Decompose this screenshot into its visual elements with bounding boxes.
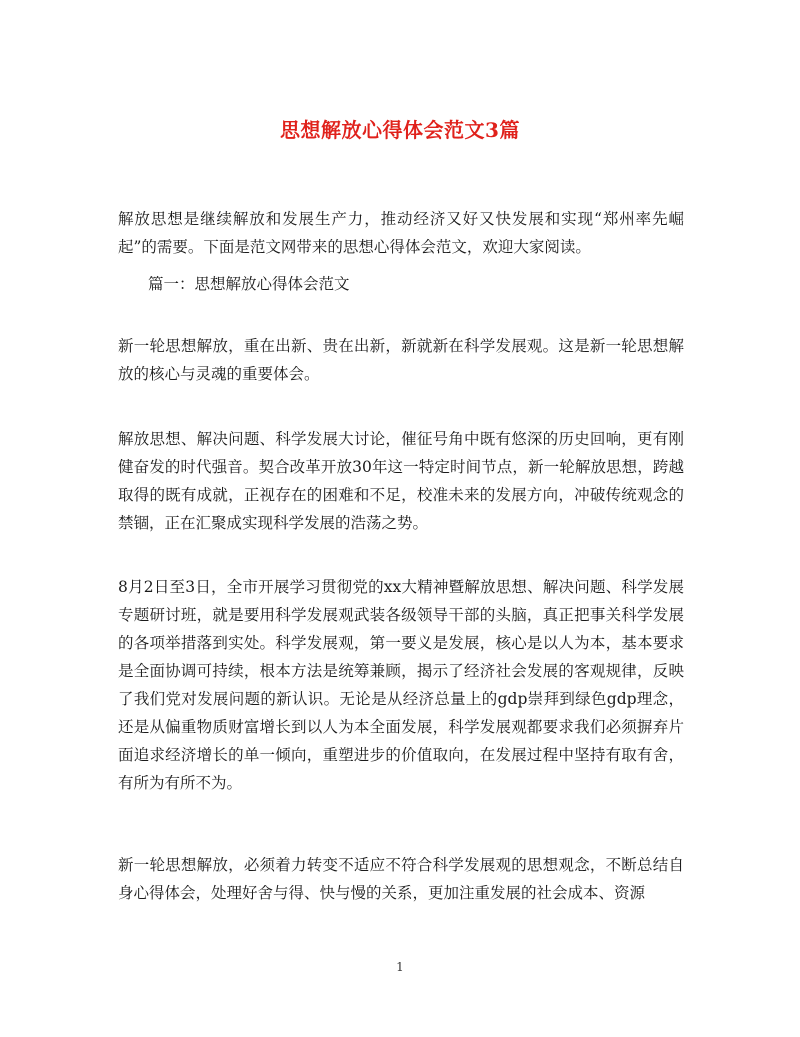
paragraph-1: 新一轮思想解放，重在出新、贵在出新，新就新在科学发展观。这是新一轮思想解放的核心与灵魂的重要体会。: [118, 337, 684, 383]
paragraph-2: 解放思想、解决问题、科学发展大讨论，催征号角中既有悠深的历史回响，更有刚健奋发的时代强音。契合改革开放30年这一特定时间节点，新一轮解放思想，跨越取得的既有成就，正视存在的困难和不足，校准未来的发展方向，冲破传统观念的禁锢，正在汇聚成实现科学发展的浩荡之势。: [118, 430, 684, 532]
paragraph-4: 新一轮思想解放，必须着力转变不适应不符合科学发展观的思想观念，不断总结自身心得体会，处理好舍与得、快与慢的关系，更加注重发展的社会成本、资源: [118, 856, 684, 902]
paragraph-3: 8月2日至3日，全市开展学习贯彻党的xx大精神暨解放思想、解决问题、科学发展专题研讨班，就是要用科学发展观武装各级领导干部的头脑，真正把事关科学发展的各项举措落到实处。科学发展观，第一要义是发展，核心是以人为本，基本要求是全面协调可持续，根本方法是统筹兼顾，揭示了经济社会发展的客观规律，反映了我们党对发展问题的新认识。无论是从经济总量上的gdp崇拜到绿色gdp理念，还是从偏重物质财富增长到以人为本全面发展，科学发展观都要求我们必须摒弃片面追求经济增长的单一倾向，重塑进步的价值取向，在发展过程中坚持有取有舍，有所为有所不为。: [118, 578, 684, 792]
intro-paragraph: 解放思想是继续解放和发展生产力，推动经济又好又快发展和实现“郑州率先崛起”的需要。下面是范文网带来的思想心得体会范文，欢迎大家阅读。: [118, 210, 684, 256]
document-title: 思想解放心得体会范文3篇: [280, 118, 520, 142]
section-heading: 篇一：思想解放心得体会范文: [148, 275, 350, 293]
page-number: 1: [396, 960, 404, 974]
